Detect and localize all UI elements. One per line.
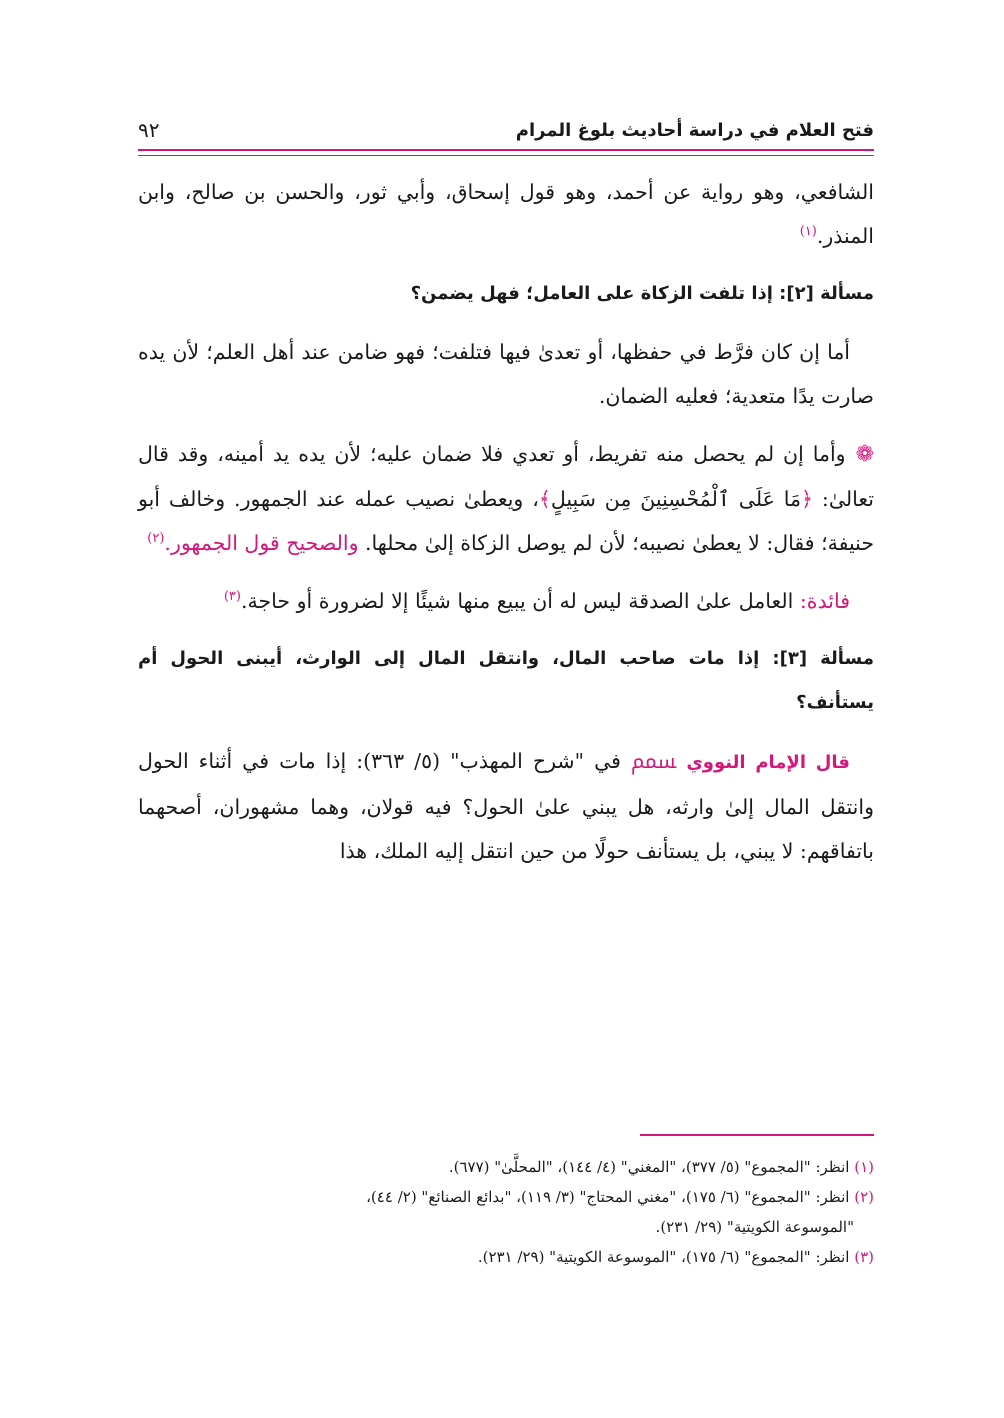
page-header (138, 112, 874, 148)
header-rule-thin (138, 155, 874, 156)
nawawi-label: قال الإمام النووي (686, 752, 850, 773)
paragraph-4: قال الإمام النووي ﵢ في "شرح المهذب" (٥/ ٣٦٣): إذا مات في أثناء الحول وانتقل المال إلىٰ وارثه، هل يبني علىٰ الحول؟ فيه قولان، وهما مشهوران، أصحهما باتفاقهم: لا يبني، بل يستأنف حولًا من حين انتقل إليه الملك، هذا (138, 749, 874, 863)
header-rule-thick (138, 149, 874, 151)
running-title: فتح العلام في دراسة أحاديث بلوغ المرام (515, 119, 874, 141)
quran-verse: مَا عَلَى ٱلْمُحْسِنِينَ مِن سَبِيلٍ (550, 487, 801, 511)
issue-3-heading: مسألة [٣]: إذا مات صاحب المال، وانتقل المال إلى الوارث، أيبنى الحول أم يستأنف؟ (138, 648, 875, 713)
benefit-note: فائدة: العامل علىٰ الصدقة ليس له أن يبيع منها شيئًا إلا لضرورة أو حاجة.$^{(٣)}$ (223, 589, 850, 613)
footnote-1: (١) انظر: "المجموع" (٥/ ٣٧٧)، "المغني" (٤/ ١٤٤)، "المحلَّىٰ" (٦٧٧). (448, 1158, 874, 1176)
flower-icon: ❁ (855, 442, 874, 467)
footnote-ref-3[interactable]: (٣) (223, 589, 241, 605)
page-number: ٩٢ (138, 118, 160, 142)
honorific-icon: ﵢ (630, 749, 677, 773)
paragraph-3: ❁وأما إن لم يحصل منه تفريط، أو تعدي فلا ضمان عليه؛ لأن يده يد أمينه، وقد قال تعالىٰ: ﴿مَا عَلَى ٱلْمُحْسِنِينَ مِن سَبِيلٍ﴾، ويعطىٰ نصيب عمله عند الجمهور. وخالف أبو حنيفة؛ فقال: لا يعطىٰ نصيبه؛ لأن لم يوصل الزكاة إلىٰ محلها. والصحيح قول الجمهور.$^{(٢)}$ (138, 442, 874, 555)
benefit-label: فائدة: (799, 589, 850, 613)
paragraph-1: الشافعي، وهو رواية عن أحمد، وهو قول إسحاق، وأبي ثور، والحسن بن صالح، وابن المنذر.$^{(١)}$ (138, 180, 874, 248)
footnote-2: (٢) انظر: "المجموع" (٦/ ١٧٥)، "مغني المحتاج" (٣/ ١١٩)، "بدائع الصنائع" (٢/ ٤٤)، (366, 1188, 874, 1206)
quran-open-bracket: ﴿ (801, 487, 814, 511)
footnote-ref-1[interactable]: (١) (799, 224, 817, 240)
quran-close-bracket: ﴾ (538, 487, 551, 511)
paragraph-2: أما إن كان فرَّط في حفظها، أو تعدىٰ فيها فتلفت؛ فهو ضامن عند أهل العلم؛ لأن يده صارت يدًا متعدية؛ فعليه الضمان. (138, 340, 874, 408)
main-text (138, 170, 874, 873)
footnote-separator (640, 1134, 874, 1136)
footnote-2-continued: "الموسوعة الكويتية" (٢٩/ ٢٣١). (655, 1218, 854, 1236)
preferred-opinion: والصحيح قول الجمهور. (164, 531, 359, 555)
footnote-ref-2[interactable]: (٢) (147, 531, 165, 547)
footnote-3: (٣) انظر: "المجموع" (٦/ ١٧٥)، "الموسوعة الكويتية" (٢٩/ ٢٣١). (477, 1248, 874, 1266)
footnotes (138, 1152, 874, 1272)
issue-2-heading: مسألة [٢]: إذا تلفت الزكاة على العامل؛ فهل يضمن؟ (410, 283, 874, 304)
